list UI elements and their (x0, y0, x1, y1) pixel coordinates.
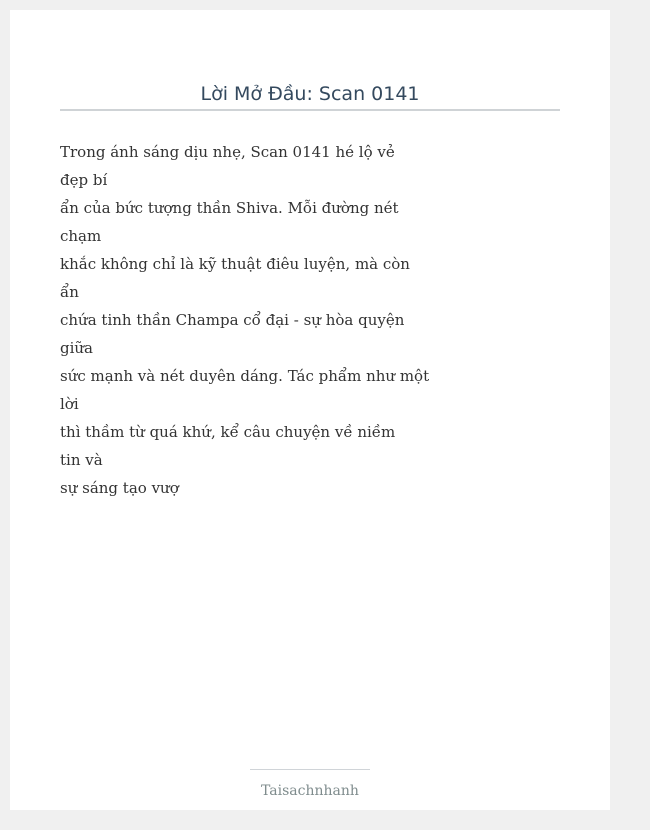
body-text (60, 138, 440, 502)
body-line: thì thầm từ quá khứ, kể câu chuyện về niềm (60, 423, 396, 441)
body-line: ẩn của bức tượng thần Shiva. Mỗi đường nét (60, 199, 399, 217)
body-line: sự sáng tạo vượ (60, 479, 179, 497)
body-line: sức mạnh và nét duyên dáng. Tác phẩm như một (60, 367, 430, 385)
document-page (10, 10, 610, 810)
body-line: ẩn (60, 283, 79, 301)
body-line: khắc không chỉ là kỹ thuật điêu luyện, mà còn (60, 255, 410, 273)
body-line: chứa tinh thần Champa cổ đại - sự hòa quyện (60, 311, 405, 329)
body-line: chạm (60, 227, 102, 245)
page-title: Lời Mở Đầu: Scan 0141 (200, 83, 420, 105)
body-line: giữa (60, 339, 94, 357)
page-footer: Taisachnhanh (261, 783, 359, 799)
body-line: tin và (60, 451, 103, 469)
body-line: Trong ánh sáng dịu nhẹ, Scan 0141 hé lộ vẻ (60, 143, 395, 161)
footer-divider (250, 769, 370, 770)
body-line: đẹp bí (60, 171, 108, 189)
title-divider (60, 109, 560, 111)
body-line: lời (60, 395, 79, 413)
